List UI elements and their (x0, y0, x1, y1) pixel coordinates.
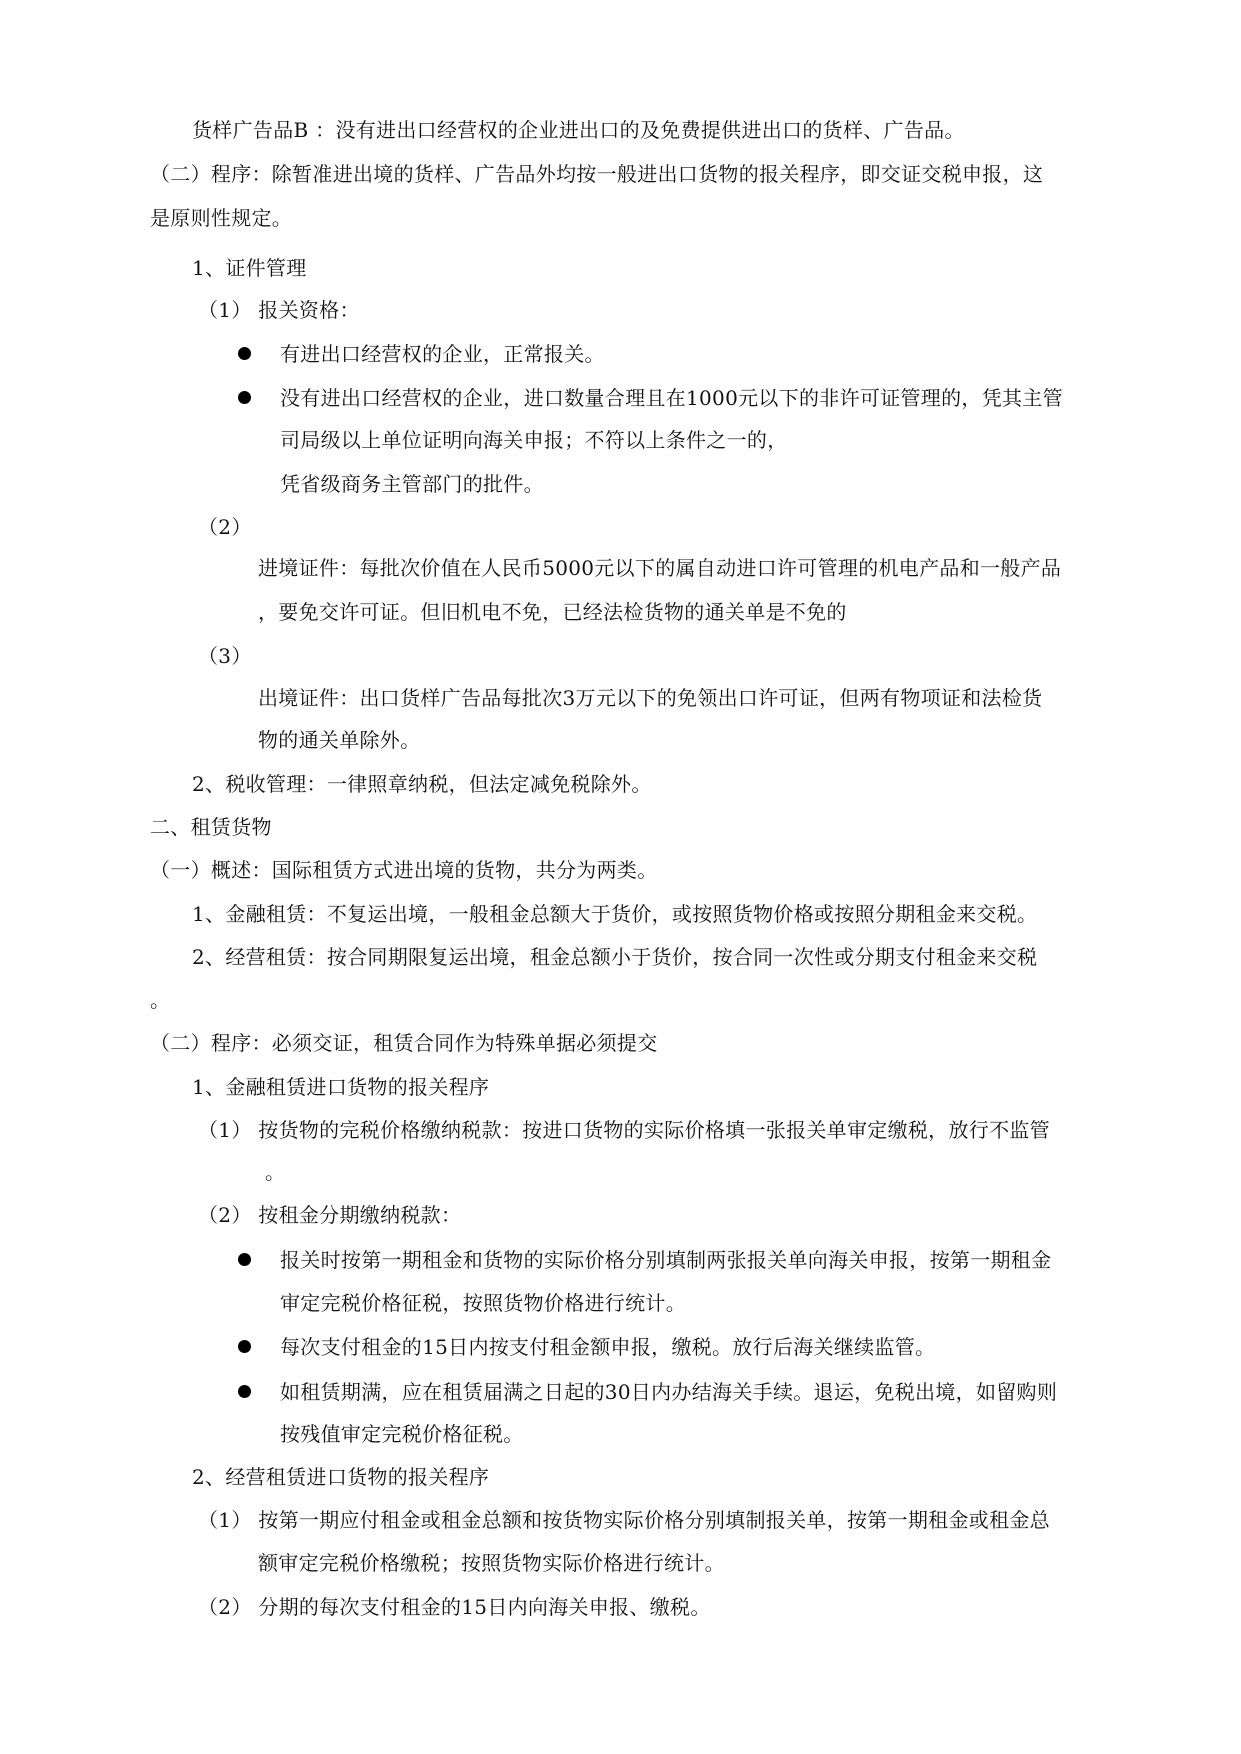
bullet-icon (238, 1385, 251, 1398)
text-line: 进境证件：每批次价值在人民币5000元以下的属自动进口许可管理的机电产品和一般产品 (258, 556, 1062, 580)
text-line: 1、金融租赁进口货物的报关程序 (192, 1075, 490, 1099)
bullet-icon (238, 1340, 251, 1353)
text-line: 没有进出口经营权的企业，进口数量合理且在1000元以下的非许可证管理的，凭其主管 (280, 386, 1063, 410)
text-line: （1） 按货物的完税价格缴纳税款：按进口货物的实际价格填一张报关单审定缴税，放行不监管 (198, 1118, 1050, 1142)
text-line: 有进出口经营权的企业，正常报关。 (280, 342, 605, 366)
text-line: 出境证件：出口货样广告品每批次3万元以下的免领出口许可证，但两有物项证和法检货 (258, 686, 1043, 710)
text-line: 2、税收管理：一律照章纳税，但法定减免税除外。 (192, 772, 652, 796)
text-line: 2、经营租赁：按合同期限复运出境，租金总额小于货价，按合同一次性或分期支付租金来交税 (192, 945, 1038, 969)
text-line: 物的通关单除外。 (258, 728, 421, 752)
bullet-icon (238, 1253, 251, 1266)
text-line: （二）程序：除暂准进出境的货样、广告品外均按一般进出口货物的报关程序，即交证交税申报，这 (150, 162, 1044, 186)
text-line: （1） 报关资格： (198, 298, 360, 322)
text-line: 如租赁期满，应在租赁届满之日起的30日内办结海关手续。退运，免税出境，如留购则 (280, 1380, 1058, 1404)
text-line: （2） 分期的每次支付租金的15日内向海关申报、缴税。 (198, 1595, 711, 1619)
text-line: 。 (150, 988, 171, 1012)
text-line: 凭省级商务主管部门的批件。 (280, 472, 544, 496)
text-line: 2、经营租赁进口货物的报关程序 (192, 1465, 490, 1489)
text-line: 报关时按第一期租金和货物的实际价格分别填制两张报关单向海关申报，按第一期租金 (280, 1248, 1052, 1272)
text-line: （2） 按租金分期缴纳税款： (198, 1203, 462, 1227)
text-line: 是原则性规定。 (150, 206, 293, 230)
text-line: 货样广告品B ：没有进出口经营权的企业进出口的及免费提供进出口的货样、广告品。 (192, 118, 965, 142)
text-line: （一）概述：国际租赁方式进出境的货物，共分为两类。 (150, 858, 658, 882)
text-line: 二、租赁货物 (150, 815, 272, 839)
text-line: 额审定完税价格缴税；按照货物实际价格进行统计。 (258, 1551, 725, 1575)
text-line: 1、证件管理 (192, 256, 307, 280)
text-line: （2） (198, 515, 252, 539)
text-line: ，要免交许可证。但旧机电不免，已经法检货物的通关单是不免的 (258, 600, 847, 624)
bullet-icon (238, 391, 251, 404)
text-line: （3） (198, 644, 252, 668)
text-line: 审定完税价格征税，按照货物价格进行统计。 (280, 1291, 686, 1315)
text-line: 司局级以上单位证明向海关申报；不符以上条件之一的， (280, 428, 788, 452)
text-line: （1） 按第一期应付租金或租金总额和按货物实际价格分别填制报关单，按第一期租金或租金总 (198, 1508, 1050, 1532)
bullet-icon (238, 347, 251, 360)
text-line: 1、金融租赁：不复运出境，一般租金总额大于货价，或按照货物价格或按照分期租金来交税。 (192, 902, 1038, 926)
text-line: 按残值审定完税价格征税。 (280, 1422, 524, 1446)
text-line: （二）程序：必须交证，租赁合同作为特殊单据必须提交 (150, 1031, 658, 1055)
text-line: 。 (265, 1160, 286, 1184)
text-line: 每次支付租金的15日内按支付租金额申报，缴税。放行后海关继续监管。 (280, 1335, 936, 1359)
